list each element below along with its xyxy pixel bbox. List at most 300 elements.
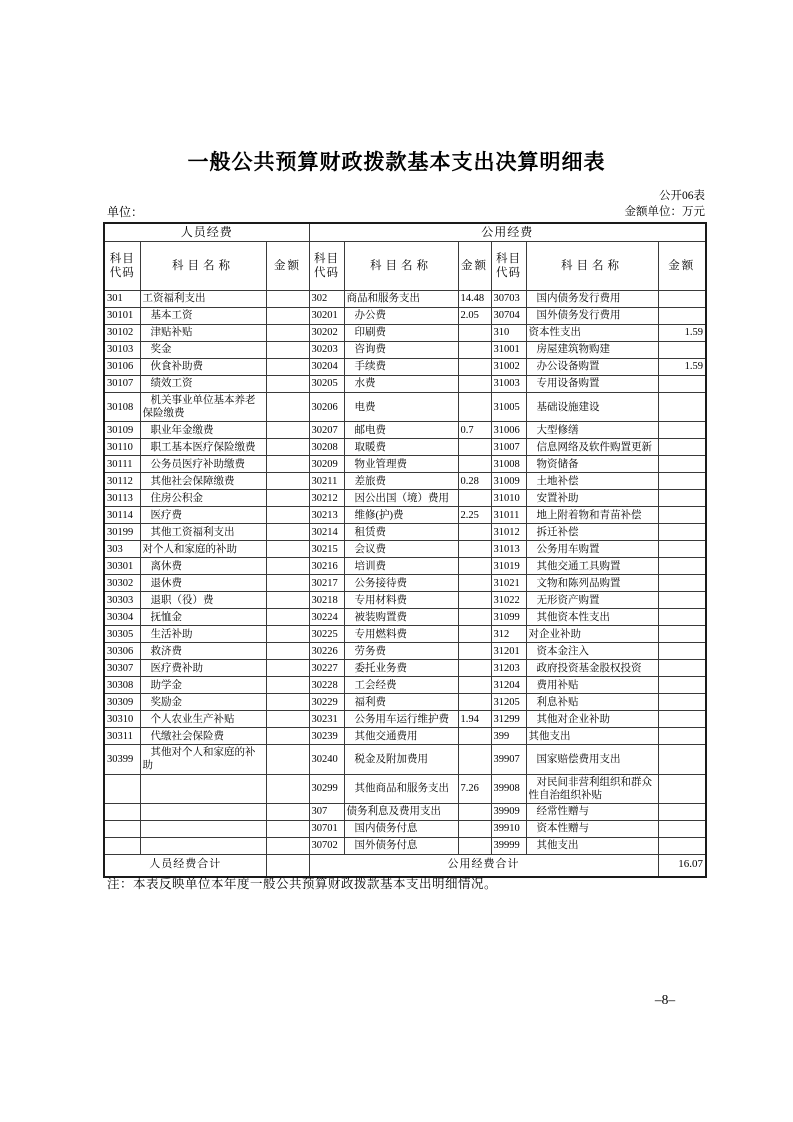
- page-number: –8–: [654, 992, 676, 1007]
- code-cell: 30101: [104, 308, 140, 325]
- amount-cell: [266, 609, 309, 626]
- code-cell: 31021: [491, 575, 526, 592]
- name-cell: 退职（役）费: [140, 592, 266, 609]
- code-cell: 30702: [309, 837, 344, 854]
- name-cell: 资本金注入: [526, 643, 658, 660]
- name-cell: 伙食补助费: [140, 359, 266, 376]
- amount-cell: [458, 490, 491, 507]
- name-cell: 经常性赠与: [526, 803, 658, 820]
- name-cell: 地上附着物和青苗补偿: [526, 507, 658, 524]
- code-cell: 30303: [104, 592, 140, 609]
- name-cell: [140, 774, 266, 803]
- amount-cell: [658, 745, 706, 774]
- amount-cell: [266, 728, 309, 745]
- table-row: [104, 393, 706, 422]
- amount-cell: 7.26: [458, 774, 491, 803]
- code-cell: 31007: [491, 439, 526, 456]
- table-row: [104, 558, 706, 575]
- code-cell: 30240: [309, 745, 344, 774]
- name-cell: 水费: [344, 376, 458, 393]
- name-cell: 信息网络及软件购置更新: [526, 439, 658, 456]
- code-cell: 30701: [309, 820, 344, 837]
- amount-cell: [458, 745, 491, 774]
- code-cell: 301: [104, 291, 140, 308]
- amount-cell: [658, 643, 706, 660]
- amount-cell: [458, 325, 491, 342]
- name-cell: 税金及附加费用: [344, 745, 458, 774]
- name-cell: 医疗费补助: [140, 660, 266, 677]
- amount-cell: [658, 507, 706, 524]
- amount-cell: [458, 820, 491, 837]
- name-cell: 医疗费: [140, 507, 266, 524]
- code-cell: 30308: [104, 677, 140, 694]
- amount-cell: 1.94: [458, 711, 491, 728]
- table-row: [104, 507, 706, 524]
- amount-cell: [458, 342, 491, 359]
- code-cell: 30213: [309, 507, 344, 524]
- code-cell: 30110: [104, 439, 140, 456]
- amount-cell: [458, 609, 491, 626]
- amount-cell: [658, 728, 706, 745]
- code-cell: 30306: [104, 643, 140, 660]
- code-cell: 30102: [104, 325, 140, 342]
- amount-cell: [458, 439, 491, 456]
- footnote: 注：本表反映单位本年度一般公共预算财政拨款基本支出明细情况。: [107, 877, 498, 891]
- amount-cell: [658, 609, 706, 626]
- amount-cell: [658, 592, 706, 609]
- code-cell: 30108: [104, 393, 140, 422]
- name-cell: 委托业务费: [344, 660, 458, 677]
- code-cell: 30218: [309, 592, 344, 609]
- name-cell: 物资储备: [526, 456, 658, 473]
- name-cell: 咨询费: [344, 342, 458, 359]
- table-row: [104, 359, 706, 376]
- code-cell: 31012: [491, 524, 526, 541]
- code-cell: 31006: [491, 422, 526, 439]
- amount-cell: [458, 643, 491, 660]
- code-cell: 31299: [491, 711, 526, 728]
- unit-label: 单位：: [107, 205, 144, 219]
- code-cell: 39910: [491, 820, 526, 837]
- section-header-row: [104, 223, 706, 242]
- table-row: [104, 728, 706, 745]
- table-row: [104, 711, 706, 728]
- amount-cell: [266, 558, 309, 575]
- code-cell: [104, 820, 140, 837]
- name-cell: 文物和陈列品购置: [526, 575, 658, 592]
- amount-cell: [458, 575, 491, 592]
- amount-cell: [658, 837, 706, 854]
- amount-cell: [658, 422, 706, 439]
- code-cell: 30111: [104, 456, 140, 473]
- amount-cell: [266, 774, 309, 803]
- table-row: [104, 626, 706, 643]
- name-cell: 代缴社会保险费: [140, 728, 266, 745]
- amount-cell: [458, 728, 491, 745]
- amount-cell: [658, 660, 706, 677]
- name-cell: 公务用车运行维护费: [344, 711, 458, 728]
- name-cell: 无形资产购置: [526, 592, 658, 609]
- name-cell: [140, 820, 266, 837]
- section-header-personnel: 人员经费: [104, 223, 309, 242]
- amount-cell: [458, 677, 491, 694]
- amount-cell: [266, 745, 309, 774]
- name-cell: 差旅费: [344, 473, 458, 490]
- name-cell: 国家赔偿费用支出: [526, 745, 658, 774]
- amount-cell: [658, 803, 706, 820]
- name-cell: 会议费: [344, 541, 458, 558]
- code-cell: 30225: [309, 626, 344, 643]
- code-cell: 30103: [104, 342, 140, 359]
- code-cell: 30399: [104, 745, 140, 774]
- code-cell: 30216: [309, 558, 344, 575]
- name-cell: 助学金: [140, 677, 266, 694]
- name-cell: 专用燃料费: [344, 626, 458, 643]
- amount-cell: [458, 524, 491, 541]
- name-cell: 奖励金: [140, 694, 266, 711]
- amount-cell: [266, 677, 309, 694]
- code-cell: 302: [309, 291, 344, 308]
- name-cell: 其他支出: [526, 837, 658, 854]
- table-row: [104, 837, 706, 854]
- amount-cell: [658, 524, 706, 541]
- code-cell: 30239: [309, 728, 344, 745]
- code-cell: 30207: [309, 422, 344, 439]
- name-cell: 专用设备购置: [526, 376, 658, 393]
- amount-cell: [658, 541, 706, 558]
- table-row: [104, 342, 706, 359]
- name-cell: 利息补贴: [526, 694, 658, 711]
- name-cell: 办公设备购置: [526, 359, 658, 376]
- code-cell: 30226: [309, 643, 344, 660]
- code-cell: 30112: [104, 473, 140, 490]
- name-cell: 办公费: [344, 308, 458, 325]
- code-cell: 30199: [104, 524, 140, 541]
- amount-cell: [458, 558, 491, 575]
- table-row: [104, 490, 706, 507]
- name-cell: 专用材料费: [344, 592, 458, 609]
- column-header-code: 科目代码: [309, 242, 344, 291]
- code-cell: 30205: [309, 376, 344, 393]
- page-title: 一般公共预算财政拨款基本支出决算明细表: [187, 151, 606, 174]
- name-cell: 公务员医疗补助缴费: [140, 456, 266, 473]
- name-cell: 国内债务付息: [344, 820, 458, 837]
- amount-cell: [658, 558, 706, 575]
- amount-cell: [658, 694, 706, 711]
- name-cell: 房屋建筑物购建: [526, 342, 658, 359]
- table-row: [104, 592, 706, 609]
- code-cell: 30212: [309, 490, 344, 507]
- table-row: [104, 291, 706, 308]
- name-cell: 退休费: [140, 575, 266, 592]
- code-cell: 30211: [309, 473, 344, 490]
- amount-cell: [266, 393, 309, 422]
- amount-cell: [266, 837, 309, 854]
- name-cell: [140, 803, 266, 820]
- amount-cell: [266, 342, 309, 359]
- amount-cell: [266, 626, 309, 643]
- name-cell: 职工基本医疗保险缴费: [140, 439, 266, 456]
- code-cell: 31011: [491, 507, 526, 524]
- code-cell: 39909: [491, 803, 526, 820]
- code-cell: 30109: [104, 422, 140, 439]
- table-row: [104, 774, 706, 803]
- code-cell: 31201: [491, 643, 526, 660]
- name-cell: 被装购置费: [344, 609, 458, 626]
- name-cell: 奖金: [140, 342, 266, 359]
- amount-cell: [658, 376, 706, 393]
- amount-cell: 0.28: [458, 473, 491, 490]
- amount-cell: 2.25: [458, 507, 491, 524]
- name-cell: 电费: [344, 393, 458, 422]
- name-cell: 邮电费: [344, 422, 458, 439]
- column-header-amount: 金额: [458, 242, 491, 291]
- table-body: [104, 291, 706, 855]
- budget-table: [103, 222, 707, 878]
- table-code-label: 公开06表: [659, 190, 705, 202]
- name-cell: 其他交通费用: [344, 728, 458, 745]
- table-row: [104, 643, 706, 660]
- amount-cell: [658, 342, 706, 359]
- amount-cell: [266, 711, 309, 728]
- code-cell: 30228: [309, 677, 344, 694]
- table-row: [104, 803, 706, 820]
- code-cell: 312: [491, 626, 526, 643]
- name-cell: 维修(护)费: [344, 507, 458, 524]
- column-header-name: 科目名称: [140, 242, 266, 291]
- name-cell: 债务利息及费用支出: [344, 803, 458, 820]
- column-header-row: [104, 242, 706, 291]
- name-cell: 福利费: [344, 694, 458, 711]
- name-cell: 物业管理费: [344, 456, 458, 473]
- table-row: [104, 677, 706, 694]
- code-cell: 30302: [104, 575, 140, 592]
- amount-cell: [266, 456, 309, 473]
- name-cell: 生活补助: [140, 626, 266, 643]
- code-cell: 310: [491, 325, 526, 342]
- code-cell: 31022: [491, 592, 526, 609]
- code-cell: 30304: [104, 609, 140, 626]
- code-cell: 399: [491, 728, 526, 745]
- name-cell: 取暖费: [344, 439, 458, 456]
- amount-cell: [658, 575, 706, 592]
- code-cell: 30107: [104, 376, 140, 393]
- amount-cell: [266, 490, 309, 507]
- table-row: [104, 820, 706, 837]
- code-cell: 30224: [309, 609, 344, 626]
- amount-cell: [266, 422, 309, 439]
- column-header-name: 科目名称: [526, 242, 658, 291]
- name-cell: 政府投资基金股权投资: [526, 660, 658, 677]
- table-row: [104, 456, 706, 473]
- code-cell: 31203: [491, 660, 526, 677]
- table-row: [104, 541, 706, 558]
- name-cell: 手续费: [344, 359, 458, 376]
- code-cell: 39907: [491, 745, 526, 774]
- name-cell: 国内债务发行费用: [526, 291, 658, 308]
- name-cell: 租赁费: [344, 524, 458, 541]
- name-cell: 职业年金缴费: [140, 422, 266, 439]
- amount-cell: [658, 456, 706, 473]
- section-header-public: 公用经费: [309, 223, 706, 242]
- name-cell: 其他工资福利支出: [140, 524, 266, 541]
- name-cell: 工会经费: [344, 677, 458, 694]
- amount-cell: [266, 575, 309, 592]
- amount-cell: 1.59: [658, 325, 706, 342]
- code-cell: 39999: [491, 837, 526, 854]
- table-row: [104, 660, 706, 677]
- amount-cell: [458, 660, 491, 677]
- code-cell: 31013: [491, 541, 526, 558]
- amount-cell: [266, 592, 309, 609]
- name-cell: 费用补贴: [526, 677, 658, 694]
- public-total-amount: 16.07: [658, 854, 706, 877]
- table-row: [104, 473, 706, 490]
- code-cell: 30309: [104, 694, 140, 711]
- code-cell: 39908: [491, 774, 526, 803]
- amount-cell: [266, 291, 309, 308]
- amount-cell: [658, 439, 706, 456]
- code-cell: 30214: [309, 524, 344, 541]
- public-total-label: 公用经费合计: [309, 854, 658, 877]
- amount-cell: [658, 393, 706, 422]
- amount-cell: [658, 473, 706, 490]
- name-cell: 印刷费: [344, 325, 458, 342]
- name-cell: 安置补助: [526, 490, 658, 507]
- amount-cell: [458, 694, 491, 711]
- table-row: [104, 422, 706, 439]
- table-row: [104, 308, 706, 325]
- code-cell: 31204: [491, 677, 526, 694]
- amount-cell: 1.59: [658, 359, 706, 376]
- name-cell: 机关事业单位基本养老保险缴费: [140, 393, 266, 422]
- code-cell: 30204: [309, 359, 344, 376]
- name-cell: 离休费: [140, 558, 266, 575]
- table-row: [104, 376, 706, 393]
- amount-cell: [658, 626, 706, 643]
- amount-cell: [658, 291, 706, 308]
- name-cell: 土地补偿: [526, 473, 658, 490]
- amount-cell: [458, 837, 491, 854]
- code-cell: 30703: [491, 291, 526, 308]
- amount-cell: [266, 660, 309, 677]
- code-cell: 30311: [104, 728, 140, 745]
- amount-cell: [658, 308, 706, 325]
- code-cell: 30310: [104, 711, 140, 728]
- name-cell: 商品和服务支出: [344, 291, 458, 308]
- amount-cell: [266, 325, 309, 342]
- table-row: [104, 575, 706, 592]
- amount-cell: [266, 473, 309, 490]
- code-cell: 31008: [491, 456, 526, 473]
- name-cell: 住房公积金: [140, 490, 266, 507]
- table-row: [104, 524, 706, 541]
- amount-cell: [458, 456, 491, 473]
- code-cell: 31010: [491, 490, 526, 507]
- amount-cell: [266, 507, 309, 524]
- code-cell: 30299: [309, 774, 344, 803]
- code-cell: 30106: [104, 359, 140, 376]
- name-cell: 津贴补贴: [140, 325, 266, 342]
- amount-cell: [458, 393, 491, 422]
- amount-cell: [658, 774, 706, 803]
- name-cell: 拆迁补偿: [526, 524, 658, 541]
- name-cell: 个人农业生产补贴: [140, 711, 266, 728]
- code-cell: 30305: [104, 626, 140, 643]
- amount-cell: [266, 820, 309, 837]
- amount-cell: [658, 490, 706, 507]
- code-cell: 303: [104, 541, 140, 558]
- code-cell: 30201: [309, 308, 344, 325]
- name-cell: 对企业补助: [526, 626, 658, 643]
- code-cell: 31005: [491, 393, 526, 422]
- name-cell: 对个人和家庭的补助: [140, 541, 266, 558]
- code-cell: 30231: [309, 711, 344, 728]
- name-cell: 公务用车购置: [526, 541, 658, 558]
- name-cell: 其他对个人和家庭的补助: [140, 745, 266, 774]
- amount-cell: [458, 359, 491, 376]
- amount-cell: 14.48: [458, 291, 491, 308]
- column-header-code: 科目代码: [491, 242, 526, 291]
- column-header-code: 科目代码: [104, 242, 140, 291]
- amount-cell: [266, 376, 309, 393]
- amount-cell: [266, 541, 309, 558]
- amount-cell: [266, 308, 309, 325]
- amount-cell: [266, 359, 309, 376]
- table-row: [104, 325, 706, 342]
- code-cell: 307: [309, 803, 344, 820]
- name-cell: 工资福利支出: [140, 291, 266, 308]
- name-cell: 其他资本性支出: [526, 609, 658, 626]
- table-row: [104, 609, 706, 626]
- amount-cell: [658, 820, 706, 837]
- name-cell: 基础设施建设: [526, 393, 658, 422]
- code-cell: [104, 837, 140, 854]
- name-cell: 资本性支出: [526, 325, 658, 342]
- name-cell: 国外债务发行费用: [526, 308, 658, 325]
- amount-cell: [458, 803, 491, 820]
- amount-cell: [266, 694, 309, 711]
- amount-cell: [266, 524, 309, 541]
- name-cell: 其他对企业补助: [526, 711, 658, 728]
- code-cell: 30206: [309, 393, 344, 422]
- code-cell: [104, 774, 140, 803]
- amount-cell: [266, 643, 309, 660]
- code-cell: 30301: [104, 558, 140, 575]
- name-cell: 其他支出: [526, 728, 658, 745]
- amount-cell: 2.05: [458, 308, 491, 325]
- name-cell: 国外债务付息: [344, 837, 458, 854]
- code-cell: 31001: [491, 342, 526, 359]
- code-cell: 30208: [309, 439, 344, 456]
- name-cell: 抚恤金: [140, 609, 266, 626]
- amount-cell: [658, 677, 706, 694]
- column-header-amount: 金额: [266, 242, 309, 291]
- name-cell: 培训费: [344, 558, 458, 575]
- code-cell: 31002: [491, 359, 526, 376]
- code-cell: [104, 803, 140, 820]
- code-cell: 31009: [491, 473, 526, 490]
- code-cell: 30113: [104, 490, 140, 507]
- code-cell: 30704: [491, 308, 526, 325]
- amount-unit-label: 金额单位：万元: [624, 206, 705, 218]
- table-row: [104, 439, 706, 456]
- name-cell: 劳务费: [344, 643, 458, 660]
- code-cell: 30215: [309, 541, 344, 558]
- amount-cell: [458, 376, 491, 393]
- code-cell: 31205: [491, 694, 526, 711]
- code-cell: 30227: [309, 660, 344, 677]
